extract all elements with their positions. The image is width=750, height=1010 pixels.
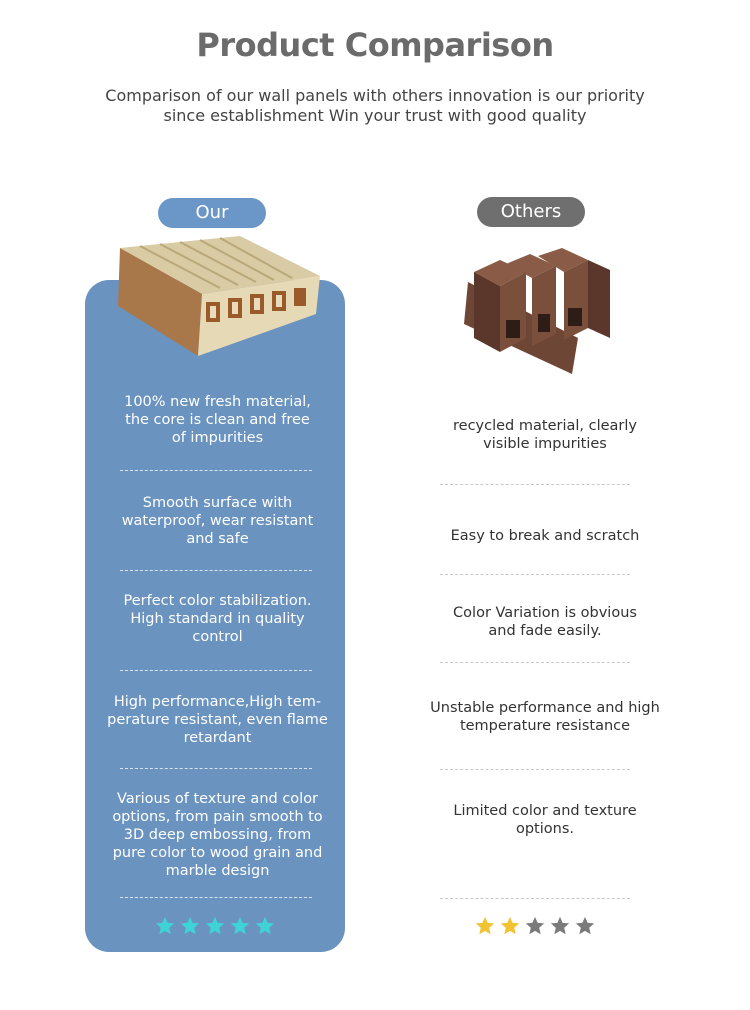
others-feature [420, 802, 670, 838]
feature-line: Unstable performance and high [430, 700, 660, 716]
others-divider [440, 898, 630, 899]
our-product-image [110, 236, 330, 376]
feature-line: and fade easily. [488, 623, 602, 639]
feature-line: the core is clean and free [125, 412, 310, 428]
feature-line: Various of texture and color [116, 791, 319, 807]
star-icon [179, 915, 201, 937]
our-divider [120, 670, 312, 671]
feature-line: recycled material, clearly [453, 418, 637, 434]
feature-line: Easy to break and scratch [450, 528, 640, 544]
others-label-pill: Others [477, 197, 585, 227]
star-icon [474, 915, 496, 937]
star-icon [574, 915, 596, 937]
others-divider [440, 769, 630, 770]
page-title: Product Comparison [196, 26, 554, 64]
star-icon [499, 915, 521, 937]
feature-line: Perfect color stabilization. [123, 593, 312, 609]
feature-line: Limited color and texture [453, 803, 637, 819]
our-divider [120, 897, 312, 898]
others-rating [474, 915, 596, 937]
feature-line: temperature resistance [459, 718, 631, 734]
feature-line: marble design [165, 863, 270, 879]
our-label-pill: Our [158, 198, 266, 228]
others-feature [420, 527, 670, 545]
feature-line: of impurities [171, 430, 264, 446]
feature-line: High performance,High tem- [113, 694, 322, 710]
feature-line: retardant [183, 730, 252, 746]
others-feature [420, 417, 670, 453]
our-feature [100, 592, 335, 646]
our-rating [154, 915, 276, 937]
feature-line: visible impurities [483, 436, 607, 452]
subtitle-line: since establishment Win your trust with good quality [163, 106, 587, 125]
feature-line: 3D deep embossing, from [123, 827, 312, 843]
feature-line: waterproof, wear resistant [121, 513, 314, 529]
others-divider [440, 662, 630, 663]
feature-line: control [192, 629, 243, 645]
our-feature [100, 693, 335, 747]
star-icon [154, 915, 176, 937]
feature-line: High standard in quality [130, 611, 305, 627]
star-icon [204, 915, 226, 937]
our-divider [120, 570, 312, 571]
subtitle-line: Comparison of our wall panels with others innovation is our priority [105, 86, 645, 105]
feature-line: options, from pain smooth to [112, 809, 323, 825]
others-product-image [460, 242, 620, 382]
page-subtitle [75, 86, 675, 126]
feature-line: and safe [186, 531, 249, 547]
others-feature [420, 699, 670, 735]
our-feature [100, 393, 335, 447]
our-divider [120, 470, 312, 471]
star-icon [549, 915, 571, 937]
our-feature [100, 494, 335, 548]
feature-line: Smooth surface with [142, 495, 293, 511]
others-divider [440, 484, 630, 485]
others-divider [440, 574, 630, 575]
feature-line: options. [515, 821, 574, 837]
star-icon [229, 915, 251, 937]
feature-line: pure color to wood grain and [112, 845, 323, 861]
our-feature [100, 790, 335, 880]
our-divider [120, 768, 312, 769]
others-feature [420, 604, 670, 640]
feature-line: Color Variation is obvious [453, 605, 637, 621]
star-icon [524, 915, 546, 937]
feature-line: perature resistant, even flame [107, 712, 328, 728]
feature-line: 100% new fresh material, [124, 394, 311, 410]
star-icon [254, 915, 276, 937]
